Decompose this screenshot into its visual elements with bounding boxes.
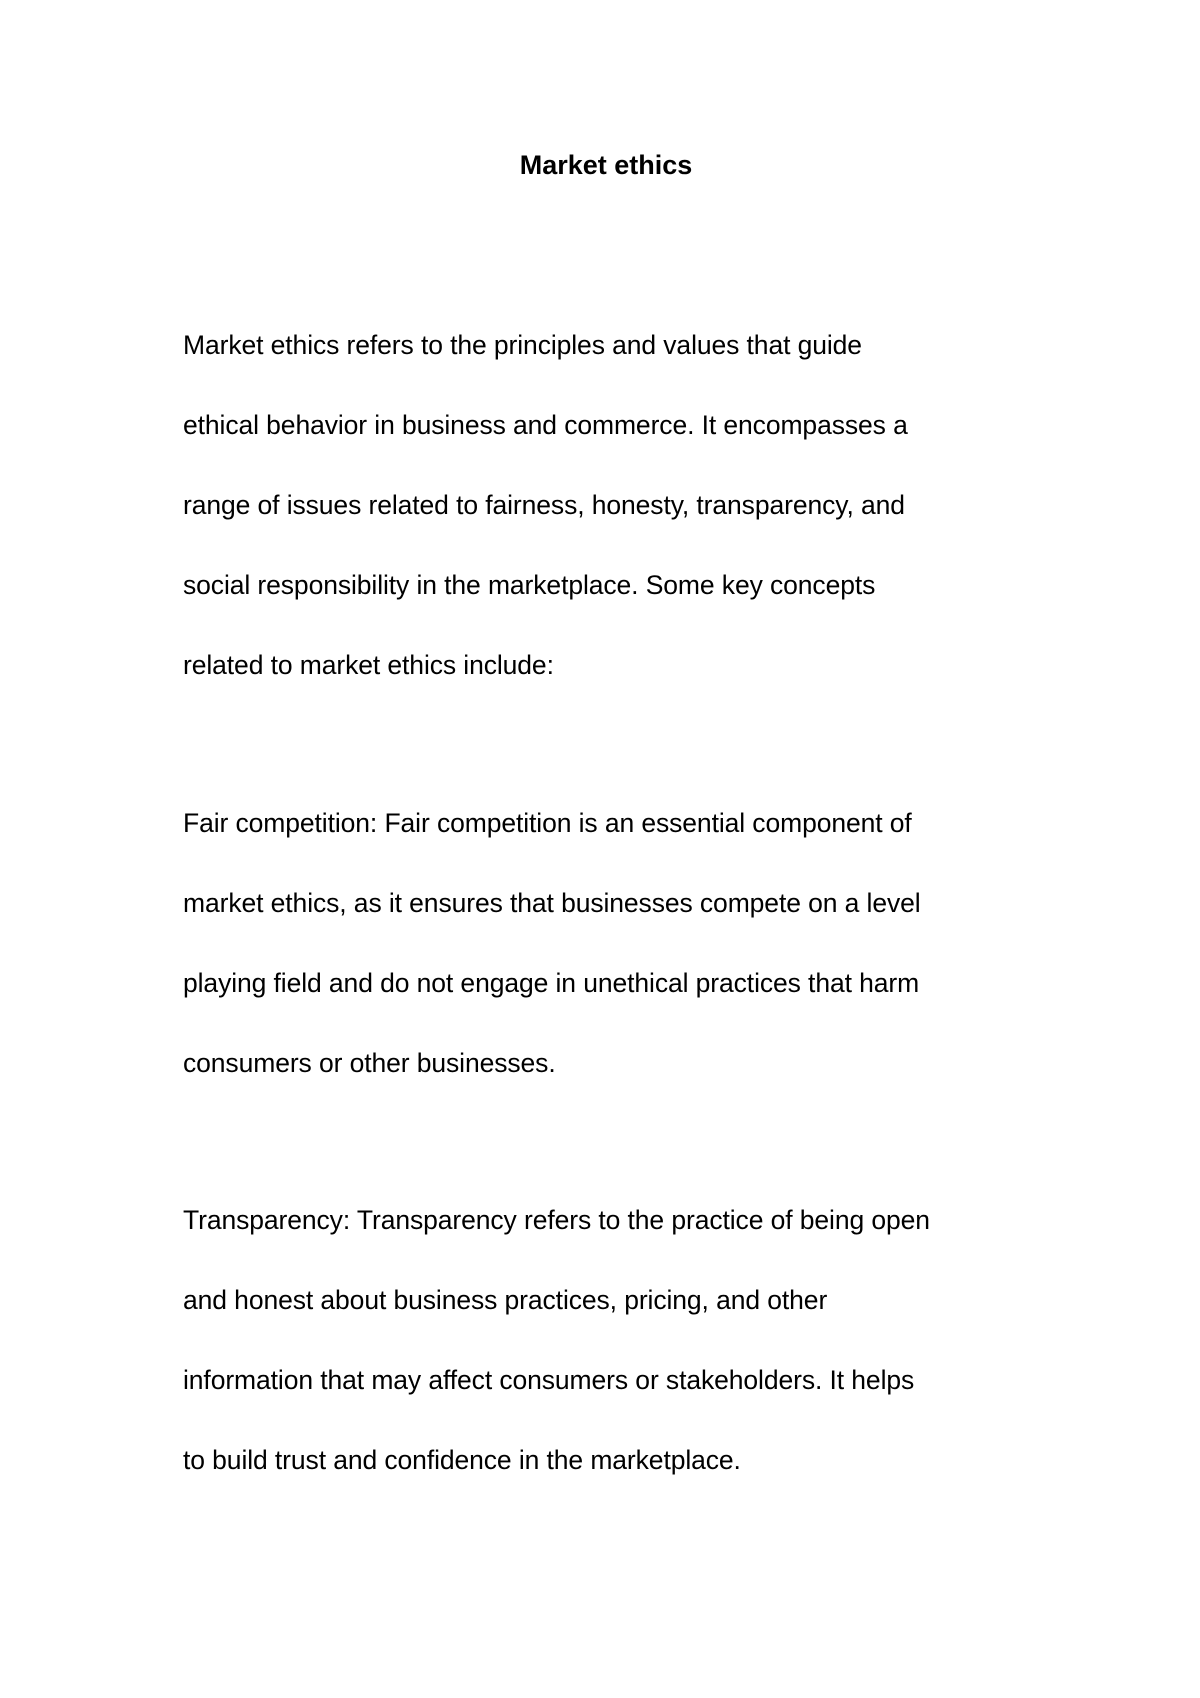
paragraph-line: range of issues related to fairness, honesty, transparency, and bbox=[183, 490, 905, 520]
paragraph-line: information that may affect consumers or stakeholders. It helps bbox=[183, 1365, 915, 1395]
document-title: Market ethics bbox=[519, 150, 693, 180]
paragraph-line: playing field and do not engage in unethical practices that harm bbox=[183, 968, 920, 998]
fair-competition-paragraph bbox=[183, 783, 1123, 1103]
paragraph-line: related to market ethics include: bbox=[183, 650, 554, 680]
paragraph-line: ethical behavior in business and commerce. It encompasses a bbox=[183, 410, 908, 440]
intro-paragraph bbox=[183, 305, 1123, 705]
paragraph-line: Transparency: Transparency refers to the practice of being open bbox=[183, 1205, 930, 1235]
paragraph-line: consumers or other businesses. bbox=[183, 1048, 556, 1078]
paragraph-line: Market ethics refers to the principles and values that guide bbox=[183, 330, 862, 360]
paragraph-line: market ethics, as it ensures that businesses compete on a level bbox=[183, 888, 921, 918]
paragraph-line: Fair competition: Fair competition is an essential component of bbox=[183, 808, 912, 838]
paragraph-line: to build trust and confidence in the marketplace. bbox=[183, 1445, 741, 1475]
paragraph-line: social responsibility in the marketplace. Some key concepts bbox=[183, 570, 876, 600]
paragraph-line: and honest about business practices, pricing, and other bbox=[183, 1285, 828, 1315]
transparency-paragraph bbox=[183, 1180, 1123, 1500]
